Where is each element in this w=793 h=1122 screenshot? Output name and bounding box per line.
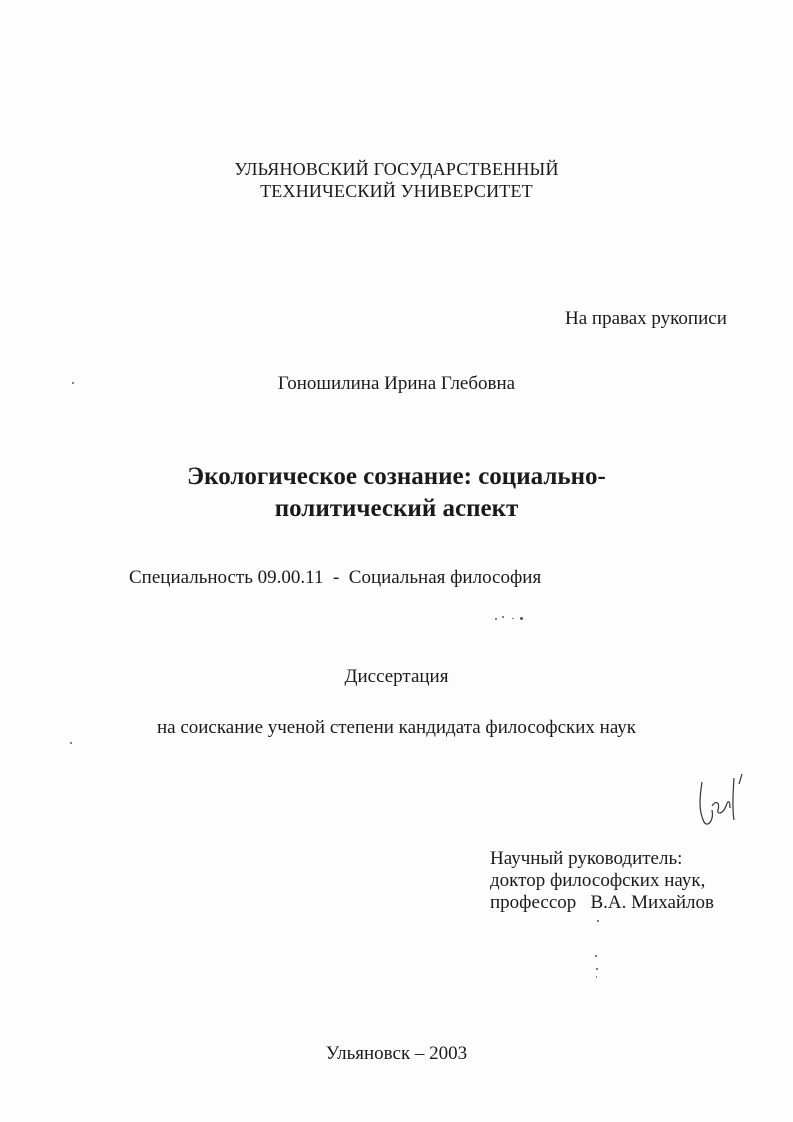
handwritten-signature	[690, 770, 750, 830]
scan-speck	[596, 968, 598, 970]
thesis-title-line2: политический аспект	[274, 495, 519, 522]
scan-speck	[495, 618, 497, 620]
manuscript-rights: На правах рукописи	[565, 308, 727, 329]
author-name: Гоношилина Ирина Глебовна	[277, 373, 516, 394]
scan-speck	[520, 617, 523, 620]
scan-speck	[72, 382, 74, 384]
city-year: Ульяновск – 2003	[325, 1043, 468, 1064]
supervisor-degree: доктор философских наук,	[490, 870, 706, 891]
degree-statement: на соискание ученой степени кандидата философских наук	[156, 717, 637, 738]
scan-speck	[512, 618, 514, 619]
scan-speck	[597, 920, 599, 922]
thesis-title-line1: Экологическое сознание: социально-	[187, 463, 606, 490]
supervisor-name: профессор В.А. Михайлов	[490, 892, 715, 913]
scan-speck	[502, 616, 504, 618]
scan-speck	[596, 976, 597, 978]
work-type: Диссертация	[344, 666, 449, 687]
supervisor-label: Научный руководитель:	[490, 848, 683, 869]
university-name-line1: УЛЬЯНОВСКИЙ ГОСУДАРСТВЕННЫЙ	[234, 159, 559, 179]
scan-speck	[595, 955, 597, 957]
university-name-line2: ТЕХНИЧЕСКИЙ УНИВЕРСИТЕТ	[260, 181, 533, 201]
specialty: Специальность 09.00.11 - Социальная философия	[129, 567, 542, 588]
scan-speck	[70, 742, 72, 744]
